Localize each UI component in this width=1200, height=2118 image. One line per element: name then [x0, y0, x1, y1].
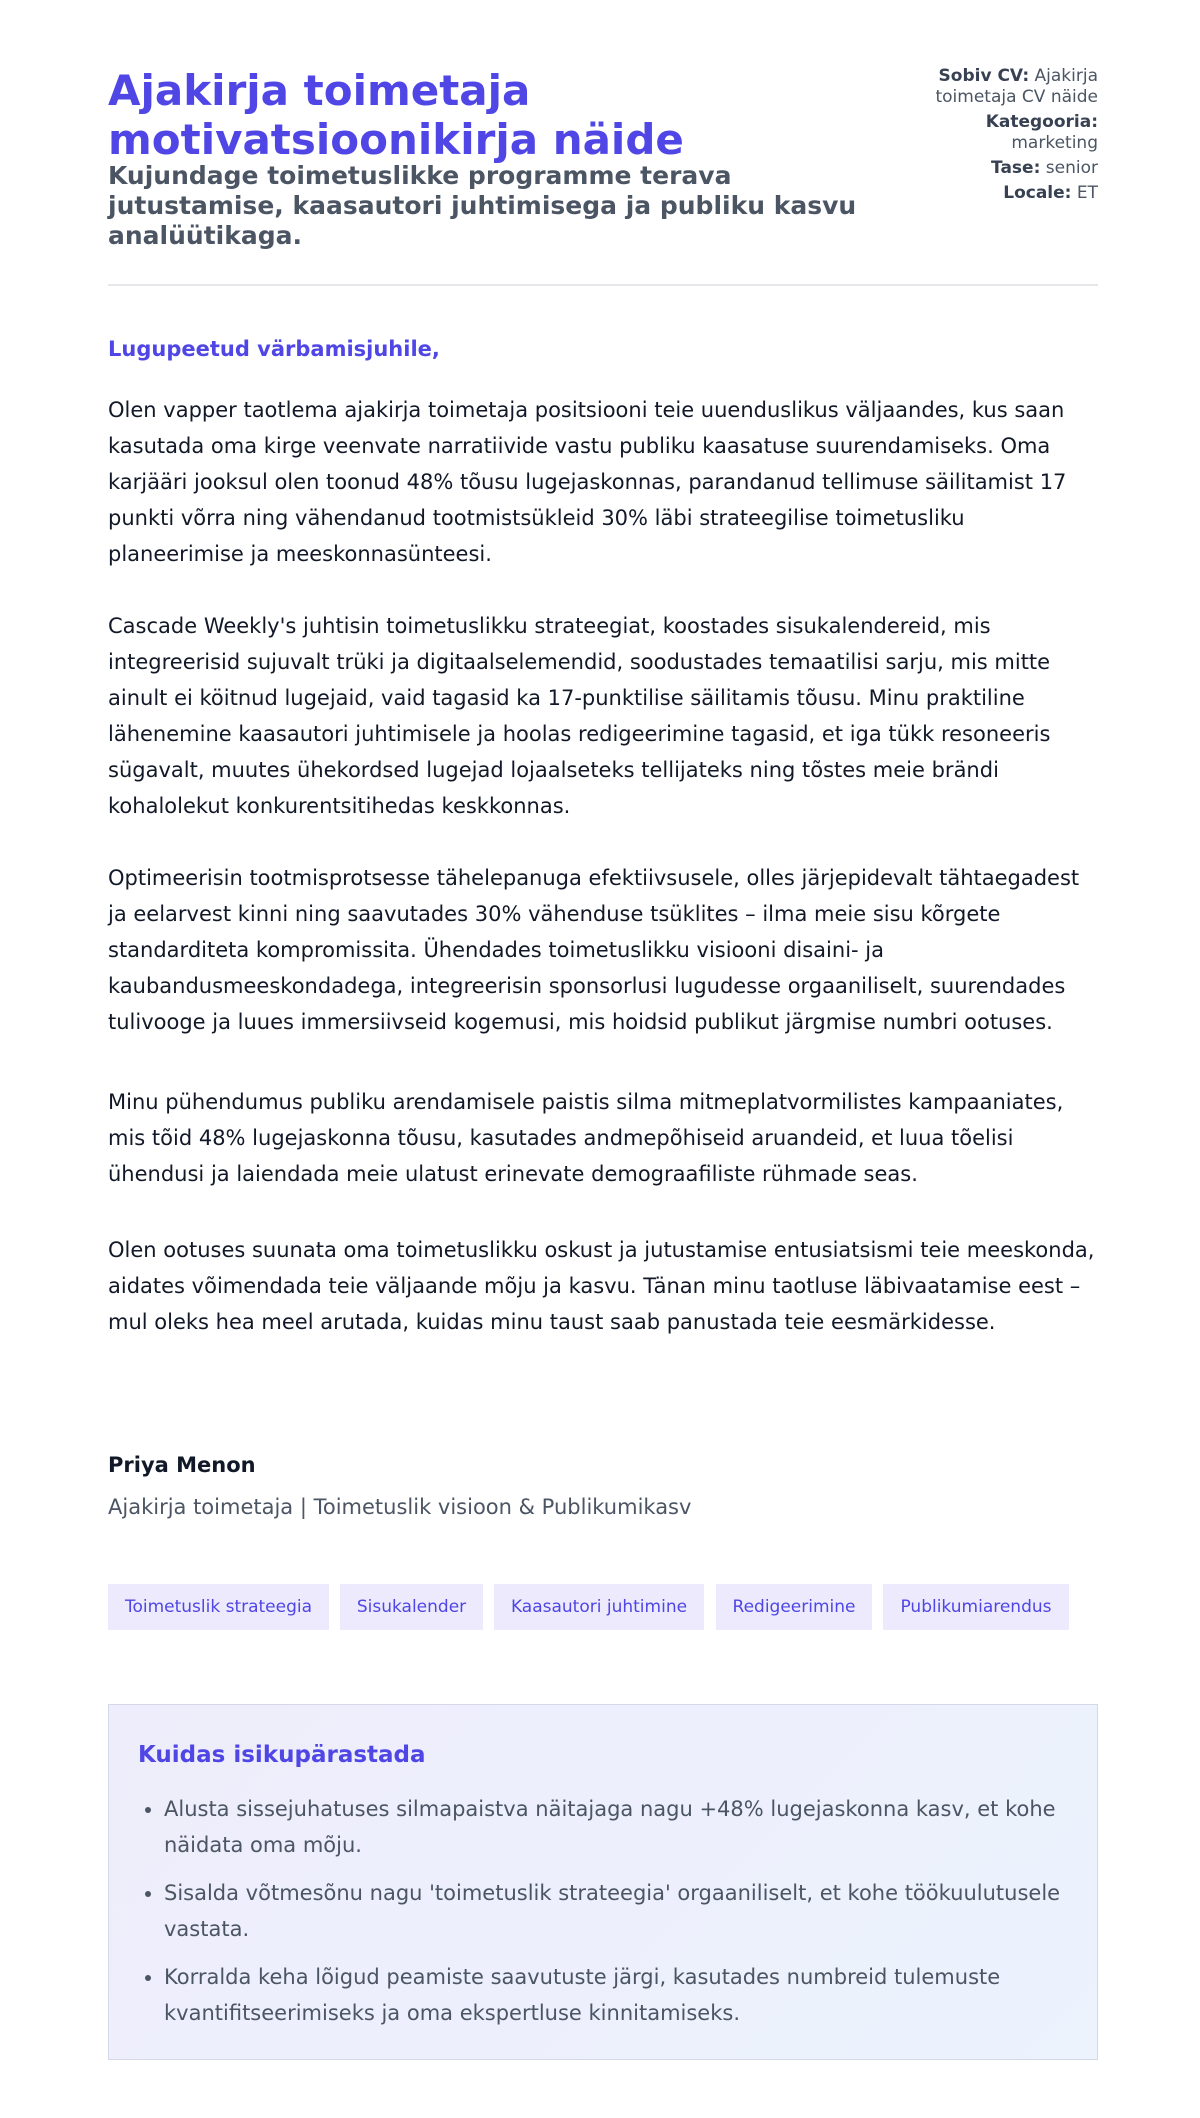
letter-paragraph-2: Cascade Weekly's juhtisin toimetuslikku strateegiat, koostades sisukalendereid, mis integreerisid sujuvalt trüki ja digitaalselemendid, soodustades temaatilisi sarju, mis mitte ainult ei köitnud lugejaid, vaid tagasid ka 17-punktilise säilitamis tõusu. Minu praktiline lähenemine kaasautori juhtimisele ja hoolas redigeerimine tagasid, et iga tükk resoneeris sügavalt, muutes ühekordsed lugejad lojaalseteks tellijateks ning tõstes meie brändi kohalolekut konkurentsitihedas keskkonnas.: [108, 614, 1051, 818]
meta-value: Ajakirja toimetaja CV näide: [935, 66, 1098, 107]
letter-paragraph-5: Olen ootuses suunata oma toimetuslikku oskust ja jutustamise entusiatsismi teie meeskonda, aidates võimendada teie väljaande mõju ja kasvu. Tänan minu taotluse läbivaatamise eest – mul oleks hea meel arutada, kuidas minu taust saab panustada teie eesmärkidesse.: [108, 1238, 1095, 1334]
meta-value: senior: [1045, 158, 1098, 178]
meta-value: marketing: [1011, 133, 1098, 153]
tip-item: • Korralda keha lõigud peamiste saavutuste järgi, kasutades numbreid tulemuste kvantifitseerimiseks ja oma ekspertluse kinnitamiseks.: [164, 1959, 1094, 2031]
signature-name: Priya Menon: [108, 1453, 256, 1477]
meta-row-level: [918, 158, 1098, 179]
skill-tag: Sisukalender: [340, 1584, 483, 1630]
skill-tag: Redigeerimine: [716, 1584, 872, 1630]
meta-label: Locale:: [1003, 183, 1072, 203]
meta-label: Sobiv CV:: [938, 66, 1030, 86]
tip-item: • Sisalda võtmesõnu nagu 'toimetuslik strateegia' orgaaniliselt, et kohe töökuulutusele vastata.: [164, 1875, 1094, 1947]
page-subtitle: Kujundage toimetuslikke programme terava jutustamise, kaasautori juhtimisega ja publiku kasvu analüütikaga.: [108, 161, 857, 250]
signature-title: Ajakirja toimetaja | Toimetuslik visioon & Publikumikasv: [108, 1495, 692, 1519]
personalization-tips-box: [108, 1704, 1098, 2060]
letter-paragraph-3: Optimeerisin tootmisprotsesse tähelepanuga efektiivsusele, olles järjepidevalt tähtaegadest ja eelarvest kinni ning saavutades 30% vähenduse tsüklites – ilma meie sisu kõrgete standarditeta kompromissita. Ühendades toimetuslikku visiooni disaini- ja kaubandusmeeskondadega, integreerisin sponsorlusi lugudesse orgaaniliselt, suurendades tulivooge ja luues immersiivseid kogemusi, mis hoidsid publikut järgmise numbri ootuses.: [108, 866, 1080, 1034]
skill-tag: Kaasautori juhtimine: [494, 1584, 704, 1630]
letter-paragraph-1: Olen vapper taotlema ajakirja toimetaja positsiooni teie uuenduslikus väljaandes, kus saan kasutada oma kirge veenvate narratiivide vastu publiku kaasatuse suurendamiseks. Oma karjääri jooksul olen toonud 48% tõusu lugejaskonnas, parandanud tellimuse säilitamist 17 punkti võrra ning vähendanud tootmistsükleid 30% läbi strateegilise toimetusliku planeerimise ja meeskonnasünteesi.: [108, 398, 1067, 566]
salutation: Lugupeetud värbamisjuhile,: [108, 337, 440, 361]
meta-panel: [918, 66, 1098, 208]
meta-row-cv: [918, 66, 1098, 108]
meta-label: Tase:: [991, 158, 1041, 178]
tips-title: Kuidas isikupärastada: [138, 1742, 426, 1768]
meta-label: Kategooria:: [985, 112, 1098, 132]
page-title: Ajakirja toimetaja motivatsioonikirja näide: [108, 66, 684, 164]
meta-row-locale: [918, 183, 1098, 204]
letter-paragraph-4: Minu pühendumus publiku arendamisele paistis silma mitmeplatvormilistes kampaaniates, mis tõid 48% lugejaskonna tõusu, kasutades andmepõhiseid aruandeid, et luua tõelisi ühendusi ja laiendada meie ulatust erinevate demograafiliste rühmade seas.: [108, 1090, 1064, 1186]
header-divider: [108, 284, 1098, 286]
tips-list: [138, 1791, 1094, 2043]
meta-row-category: [918, 112, 1098, 154]
skill-tag: Publikumiarendus: [883, 1584, 1069, 1630]
meta-value: ET: [1076, 183, 1098, 203]
skill-tag: Toimetuslik strateegia: [108, 1584, 329, 1630]
tip-item: • Alusta sissejuhatuses silmapaistva näitajaga nagu +48% lugejaskonna kasv, et kohe näidata oma mõju.: [164, 1791, 1094, 1863]
